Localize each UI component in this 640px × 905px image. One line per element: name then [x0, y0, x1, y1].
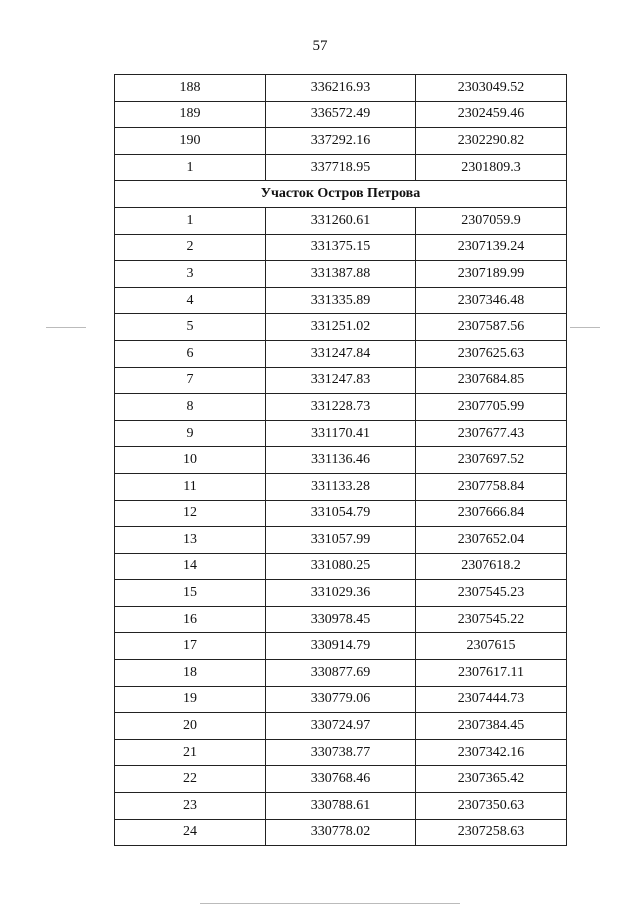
point-number-cell: 24: [115, 819, 266, 846]
table-row: [115, 713, 567, 740]
x-coordinate-cell: 331335.89: [266, 287, 416, 314]
point-number-cell: 14: [115, 553, 266, 580]
table-row: [115, 793, 567, 820]
y-coordinate-cell: 2307365.42: [416, 766, 567, 793]
point-number-cell: 188: [115, 75, 266, 102]
point-number-cell: 18: [115, 660, 266, 687]
point-number-cell: 10: [115, 447, 266, 474]
x-coordinate-cell: 330724.97: [266, 713, 416, 740]
y-coordinate-cell: 2307545.22: [416, 606, 567, 633]
table-row: [115, 553, 567, 580]
y-coordinate-cell: 2301809.3: [416, 154, 567, 181]
x-coordinate-cell: 330768.46: [266, 766, 416, 793]
table-row: [115, 261, 567, 288]
x-coordinate-cell: 336216.93: [266, 75, 416, 102]
point-number-cell: 17: [115, 633, 266, 660]
x-coordinate-cell: 330788.61: [266, 793, 416, 820]
y-coordinate-cell: 2307587.56: [416, 314, 567, 341]
table-row: [115, 101, 567, 128]
point-number-cell: 4: [115, 287, 266, 314]
scan-speck: [46, 327, 86, 328]
x-coordinate-cell: 331387.88: [266, 261, 416, 288]
y-coordinate-cell: 2307697.52: [416, 447, 567, 474]
y-coordinate-cell: 2303049.52: [416, 75, 567, 102]
section-header-row: [115, 181, 567, 208]
y-coordinate-cell: 2307625.63: [416, 340, 567, 367]
table-row: [115, 75, 567, 102]
x-coordinate-cell: 336572.49: [266, 101, 416, 128]
point-number-cell: 11: [115, 473, 266, 500]
table-row: [115, 394, 567, 421]
x-coordinate-cell: 331375.15: [266, 234, 416, 261]
x-coordinate-cell: 330738.77: [266, 739, 416, 766]
y-coordinate-cell: 2307258.63: [416, 819, 567, 846]
y-coordinate-cell: 2307346.48: [416, 287, 567, 314]
y-coordinate-cell: 2307384.45: [416, 713, 567, 740]
y-coordinate-cell: 2307059.9: [416, 207, 567, 234]
table-row: [115, 473, 567, 500]
point-number-cell: 22: [115, 766, 266, 793]
x-coordinate-cell: 331029.36: [266, 580, 416, 607]
x-coordinate-cell: 331133.28: [266, 473, 416, 500]
table-row: [115, 686, 567, 713]
x-coordinate-cell: 331228.73: [266, 394, 416, 421]
point-number-cell: 19: [115, 686, 266, 713]
point-number-cell: 7: [115, 367, 266, 394]
point-number-cell: 9: [115, 420, 266, 447]
scan-speck: [200, 903, 460, 904]
x-coordinate-cell: 337718.95: [266, 154, 416, 181]
coordinates-table: [114, 74, 567, 846]
y-coordinate-cell: 2307189.99: [416, 261, 567, 288]
point-number-cell: 13: [115, 527, 266, 554]
point-number-cell: 1: [115, 207, 266, 234]
y-coordinate-cell: 2307342.16: [416, 739, 567, 766]
table-row: [115, 500, 567, 527]
point-number-cell: 3: [115, 261, 266, 288]
point-number-cell: 2: [115, 234, 266, 261]
point-number-cell: 6: [115, 340, 266, 367]
table-row: [115, 314, 567, 341]
point-number-cell: 1: [115, 154, 266, 181]
y-coordinate-cell: 2307677.43: [416, 420, 567, 447]
y-coordinate-cell: 2307350.63: [416, 793, 567, 820]
table-row: [115, 819, 567, 846]
x-coordinate-cell: 330877.69: [266, 660, 416, 687]
x-coordinate-cell: 330779.06: [266, 686, 416, 713]
table-row: [115, 766, 567, 793]
x-coordinate-cell: 331170.41: [266, 420, 416, 447]
table-row: [115, 580, 567, 607]
point-number-cell: 16: [115, 606, 266, 633]
point-number-cell: 190: [115, 128, 266, 155]
table-row: [115, 367, 567, 394]
x-coordinate-cell: 331057.99: [266, 527, 416, 554]
table-row: [115, 287, 567, 314]
table-row: [115, 447, 567, 474]
table-row: [115, 739, 567, 766]
table-row: [115, 420, 567, 447]
x-coordinate-cell: 331136.46: [266, 447, 416, 474]
y-coordinate-cell: 2302459.46: [416, 101, 567, 128]
y-coordinate-cell: 2307618.2: [416, 553, 567, 580]
y-coordinate-cell: 2307545.23: [416, 580, 567, 607]
y-coordinate-cell: 2307139.24: [416, 234, 567, 261]
section-title: Участок Остров Петрова: [115, 181, 567, 208]
y-coordinate-cell: 2302290.82: [416, 128, 567, 155]
y-coordinate-cell: 2307705.99: [416, 394, 567, 421]
x-coordinate-cell: 337292.16: [266, 128, 416, 155]
table-row: [115, 128, 567, 155]
x-coordinate-cell: 331260.61: [266, 207, 416, 234]
point-number-cell: 23: [115, 793, 266, 820]
point-number-cell: 5: [115, 314, 266, 341]
table-row: [115, 207, 567, 234]
point-number-cell: 12: [115, 500, 266, 527]
point-number-cell: 21: [115, 739, 266, 766]
table-row: [115, 660, 567, 687]
point-number-cell: 8: [115, 394, 266, 421]
x-coordinate-cell: 331251.02: [266, 314, 416, 341]
point-number-cell: 15: [115, 580, 266, 607]
y-coordinate-cell: 2307615: [416, 633, 567, 660]
x-coordinate-cell: 331247.83: [266, 367, 416, 394]
y-coordinate-cell: 2307684.85: [416, 367, 567, 394]
scan-speck: [570, 327, 600, 328]
x-coordinate-cell: 330978.45: [266, 606, 416, 633]
x-coordinate-cell: 331247.84: [266, 340, 416, 367]
table-row: [115, 154, 567, 181]
x-coordinate-cell: 330914.79: [266, 633, 416, 660]
point-number-cell: 20: [115, 713, 266, 740]
coordinates-table-body: [115, 75, 567, 846]
table-row: [115, 606, 567, 633]
y-coordinate-cell: 2307444.73: [416, 686, 567, 713]
table-row: [115, 234, 567, 261]
y-coordinate-cell: 2307617.11: [416, 660, 567, 687]
y-coordinate-cell: 2307666.84: [416, 500, 567, 527]
y-coordinate-cell: 2307652.04: [416, 527, 567, 554]
table-row: [115, 527, 567, 554]
x-coordinate-cell: 330778.02: [266, 819, 416, 846]
x-coordinate-cell: 331054.79: [266, 500, 416, 527]
y-coordinate-cell: 2307758.84: [416, 473, 567, 500]
x-coordinate-cell: 331080.25: [266, 553, 416, 580]
table-row: [115, 340, 567, 367]
table-row: [115, 633, 567, 660]
page-number: 57: [312, 38, 328, 54]
point-number-cell: 189: [115, 101, 266, 128]
